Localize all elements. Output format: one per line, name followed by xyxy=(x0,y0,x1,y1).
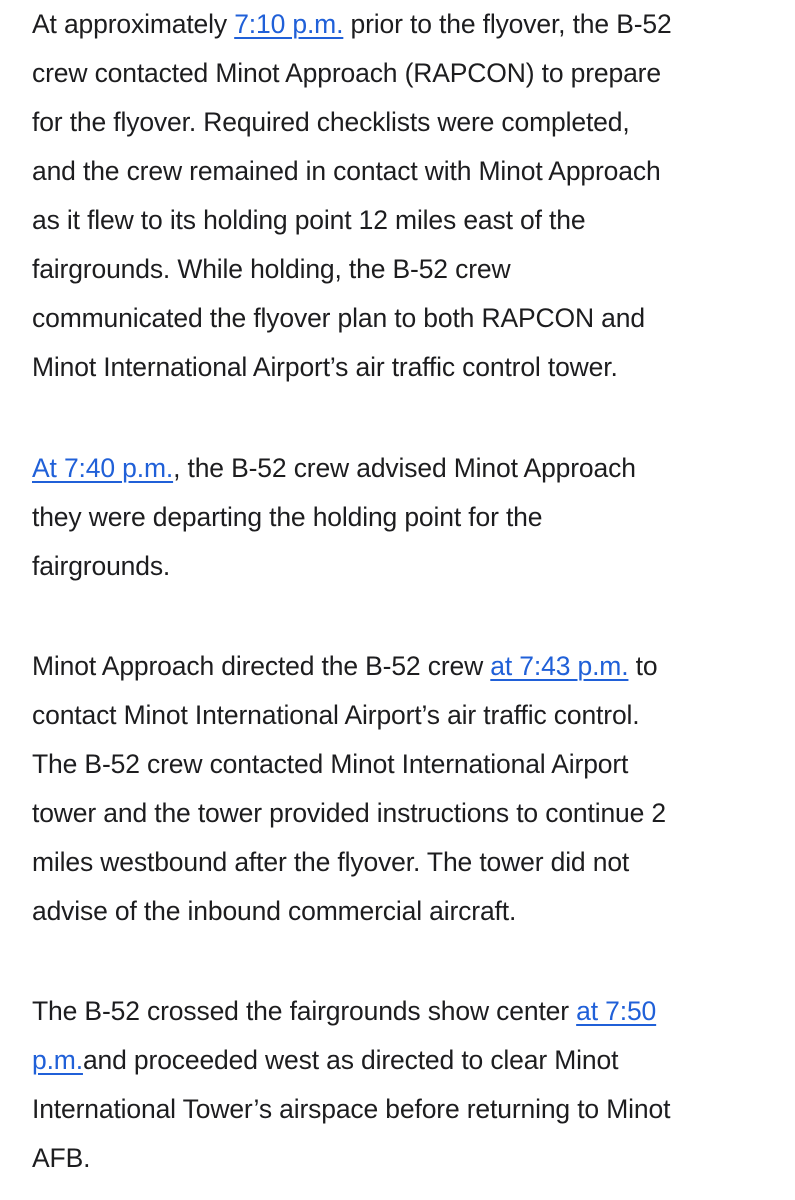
text-line xyxy=(32,444,772,493)
text-line xyxy=(32,343,772,392)
text-segment: At approximately xyxy=(32,9,235,39)
text-line xyxy=(32,987,772,1036)
text-segment: and proceeded west as directed to clear Minot xyxy=(82,1045,619,1075)
time-link[interactable]: 7:10 p.m. xyxy=(234,9,344,39)
time-link[interactable]: p.m. xyxy=(32,1045,83,1075)
paragraph xyxy=(32,642,772,936)
text-line xyxy=(32,1085,772,1134)
text-segment: Minot Approach directed the B-52 crew xyxy=(32,651,491,681)
text-line xyxy=(32,1036,772,1085)
text-line xyxy=(32,740,772,789)
text-line xyxy=(32,642,772,691)
text-line xyxy=(32,245,772,294)
text-segment: communicated the flyover plan to both RAPCON and xyxy=(32,303,645,333)
text-line xyxy=(32,838,772,887)
text-segment: International Tower’s airspace before returning to Minot xyxy=(32,1094,671,1124)
text-line xyxy=(32,887,772,936)
text-segment: for the flyover. Required checklists were completed, xyxy=(32,107,630,137)
text-line xyxy=(32,542,772,591)
time-link[interactable]: at 7:43 p.m. xyxy=(490,651,629,681)
text-segment: prior to the flyover, the B-52 xyxy=(343,9,672,39)
text-segment: advise of the inbound commercial aircraft. xyxy=(32,896,517,926)
text-line xyxy=(32,691,772,740)
text-line xyxy=(32,196,772,245)
text-segment: fairgrounds. xyxy=(32,551,171,581)
text-segment: The B-52 crew contacted Minot International Airport xyxy=(32,749,629,779)
text-line xyxy=(32,789,772,838)
time-link[interactable]: at 7:50 xyxy=(576,996,657,1026)
text-segment: Minot International Airport’s air traffic control tower. xyxy=(32,352,618,382)
text-segment: they were departing the holding point for the xyxy=(32,502,543,532)
text-segment: AFB. xyxy=(32,1143,91,1173)
paragraph xyxy=(32,0,772,392)
text-segment: to xyxy=(628,651,658,681)
text-segment: fairgrounds. While holding, the B-52 crew xyxy=(32,254,511,284)
text-line xyxy=(32,147,772,196)
text-segment: crew contacted Minot Approach (RAPCON) to prepare xyxy=(32,58,661,88)
text-segment: , the B-52 crew advised Minot Approach xyxy=(173,453,636,483)
text-segment: and the crew remained in contact with Minot Approach xyxy=(32,156,661,186)
text-line xyxy=(32,294,772,343)
text-segment: contact Minot International Airport’s air traffic control. xyxy=(32,700,640,730)
text-line xyxy=(32,49,772,98)
text-line xyxy=(32,98,772,147)
text-segment: tower and the tower provided instructions to continue 2 xyxy=(32,798,667,828)
text-segment: miles westbound after the flyover. The tower did not xyxy=(32,847,630,877)
text-line xyxy=(32,493,772,542)
text-segment: The B-52 crossed the fairgrounds show center xyxy=(32,996,577,1026)
time-link[interactable]: At 7:40 p.m. xyxy=(32,453,174,483)
text-segment: as it flew to its holding point 12 miles east of the xyxy=(32,205,586,235)
paragraph xyxy=(32,444,772,591)
text-line xyxy=(32,0,772,49)
text-line xyxy=(32,1134,772,1183)
paragraph xyxy=(32,987,772,1183)
